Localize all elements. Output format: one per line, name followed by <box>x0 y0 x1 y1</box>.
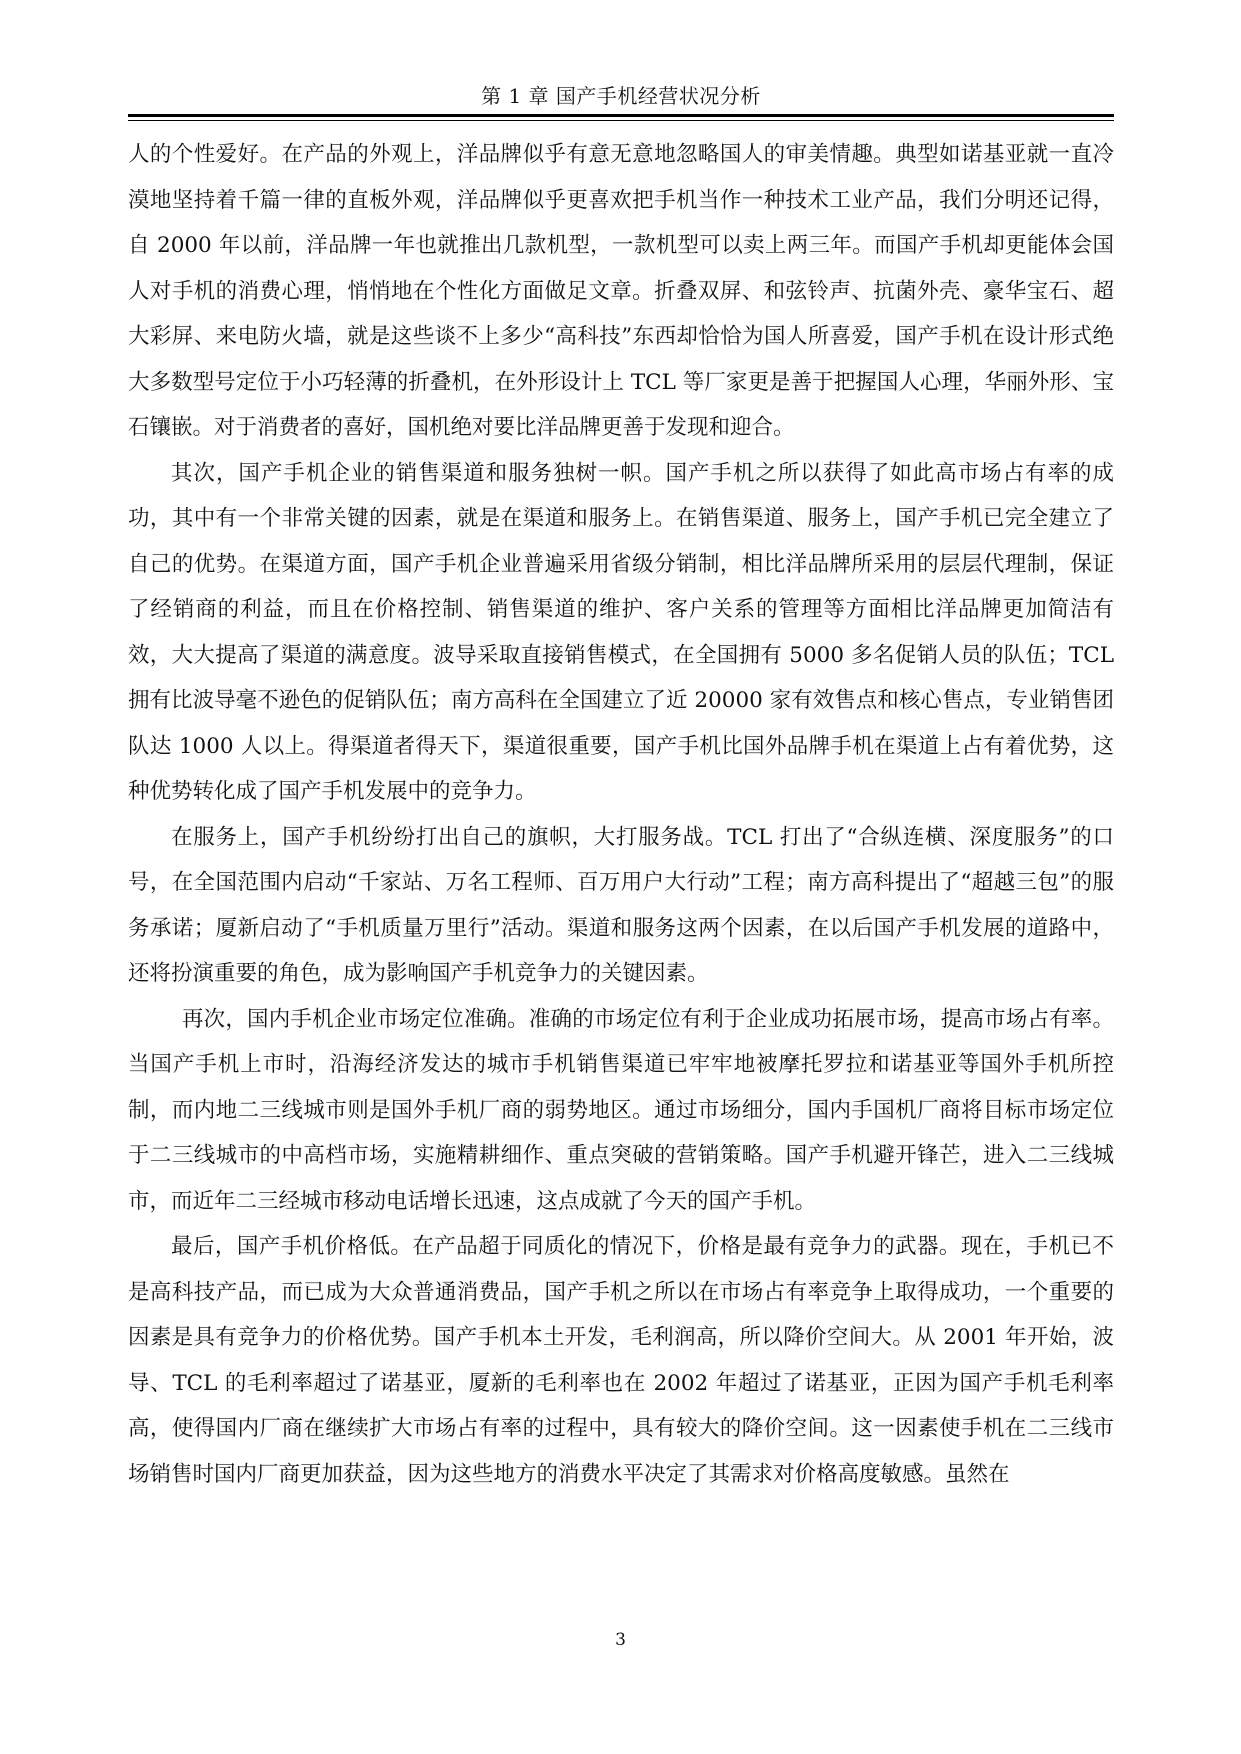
header-rule-thick <box>128 114 1114 117</box>
paragraph-market-positioning: 再次，国内手机企业市场定位准确。准确的市场定位有利于企业成功拓展市场，提高市场占有率。当国产手机上市时，沿海经济发达的城市手机销售渠道已牢牢地被摩托罗拉和诺基亚等国外手机所控制，而内地二三线城市则是国外手机厂商的弱势地区。通过市场细分，国内手国机厂商将目标市场定位于二三线城市的中高档市场，实施精耕细作、重点突破的营销策略。国产手机避开锋芒，进入二三线城市，而近年二三经城市移动电话增长迅速，这点成就了今天的国产手机。 <box>128 1006 1114 1214</box>
paragraph-sales-channels: 其次，国产手机企业的销售渠道和服务独树一帜。国产手机之所以获得了如此高市场占有率的成功，其中有一个非常关键的因素，就是在渠道和服务上。在销售渠道、服务上，国产手机已完全建立了自己的优势。在渠道方面，国产手机企业普遍采用省级分销制，相比洋品牌所采用的层层代理制，保证了经销商的利益，而且在价格控制、销售渠道的维护、客户关系的管理等方面相比洋品牌更加简洁有效，大大提高了渠道的满意度。波导采取直接销售模式，在全国拥有 5000 多名促销人员的队伍；TCL 拥有比波导毫不逊色的促销队伍；南方高科在全国建立了近 20000 家有效售点和核心售点，专业销售团队达 1000 人以上。得渠道者得天下，渠道很重要，国产手机比国外品牌手机在渠道上占有着优势，这种优势转化成了国产手机发展中的竞争力。 <box>128 460 1114 804</box>
page-number: 3 <box>615 1630 626 1650</box>
paragraph-low-price: 最后，国产手机价格低。在产品超于同质化的情况下，价格是最有竞争力的武器。现在，手机已不是高科技产品，而已成为大众普通消费品，国产手机之所以在市场占有率竞争上取得成功，一个重要的因素是具有竞争力的价格优势。国产手机本土开发，毛利润高，所以降价空间大。从 2001 年开始，波导、TCL 的毛利率超过了诺基亚，厦新的毛利率也在 2002 年超过了诺基亚，正因为国产手机毛利率高，使得国内厂商在继续扩大市场占有率的过程中，具有较大的降价空间。这一因素使手机在二三线市场销售时国内厂商更加获益，因为这些地方的消费水平决定了其需求对价格高度敏感。虽然在 <box>128 1234 1114 1487</box>
body-text <box>128 132 1114 1497</box>
paragraph-continuation: 人的个性爱好。在产品的外观上，洋品牌似乎有意无意地忽略国人的审美情趣。典型如诺基亚就一直冷漠地坚持着千篇一律的直板外观，洋品牌似乎更喜欢把手机当作一种技术工业产品，我们分明还记得，自 2000 年以前，洋品牌一年也就推出几款机型，一款机型可以卖上两三年。而国产手机却更能体会国人对手机的消费心理，悄悄地在个性化方面做足文章。折叠双屏、和弦铃声、抗菌外壳、豪华宝石、超大彩屏、来电防火墙，就是这些谈不上多少“高科技”东西却恰恰为国人所喜爱，国产手机在设计形式绝大多数型号定位于小巧轻薄的折叠机，在外形设计上 TCL 等厂家更是善于把握国人心理，华丽外形、宝石镶嵌。对于消费者的喜好，国机绝对要比洋品牌更善于发现和迎合。 <box>128 142 1114 440</box>
running-header: 第 1 章 国产手机经营状况分析 <box>481 84 761 108</box>
paragraph-service: 在服务上，国产手机纷纷打出自己的旗帜，大打服务战。TCL 打出了“合纵连横、深度服务”的口号，在全国范围内启动“千家站、万名工程师、百万用户大行动”工程；南方高科提出了“超越三包”的服务承诺；厦新启动了“手机质量万里行”活动。渠道和服务这两个因素，在以后国产手机发展的道路中，还将扮演重要的角色，成为影响国产手机竞争力的关键因素。 <box>128 824 1114 986</box>
header-rule-thin <box>128 120 1114 121</box>
